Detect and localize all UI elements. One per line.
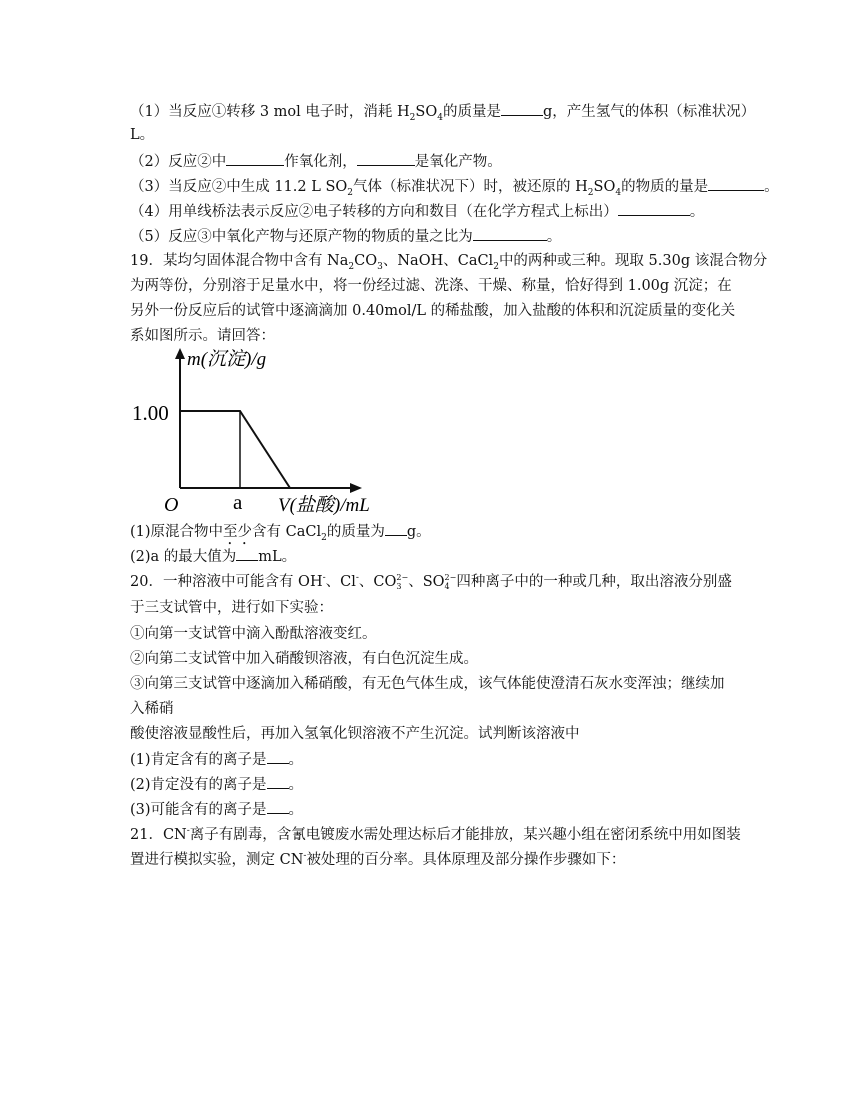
superscript: - — [186, 826, 190, 837]
text: (2)a 的最大值为 — [130, 549, 237, 565]
text: 。 — [288, 802, 304, 818]
text: （4）用单线桥法表示反应②电子转移的方向和数目（在化学方程式上标出） — [130, 204, 618, 220]
answer-blank — [226, 151, 284, 166]
q21-stem-line1 — [130, 825, 750, 845]
text: SO — [415, 104, 438, 120]
text: 中的两种或三种。现取 5.30g 该混合物分 — [498, 253, 768, 269]
text: 20．一种溶液中可能含有 OH — [130, 574, 323, 590]
answer-blank — [267, 799, 289, 814]
text: CO — [354, 253, 378, 269]
text: (1)原混合物中 — [130, 524, 224, 540]
q21-stem-line2 — [130, 850, 750, 870]
text: 、Cl — [325, 574, 356, 590]
text: （2）反应②中 — [130, 154, 227, 170]
text: 被处理的百分率。具体原理及部分操作步骤如下： — [306, 852, 626, 868]
text: 。 — [764, 179, 779, 195]
superscript: 2− — [396, 573, 409, 582]
text: 、NaOH、CaCl — [382, 253, 494, 269]
text: 19．某均匀固体混合物中含有 Na — [130, 253, 349, 269]
answer-blank — [267, 774, 289, 789]
superscript: - — [355, 573, 359, 584]
subscript: 2 — [348, 261, 355, 272]
q19-stem-line2: 为两等份，分别溶于足量水中，将一份经过滤、洗涤、干燥、称量，恰好得到 1.00g 沉淀；在 — [130, 278, 732, 294]
text: L。 — [130, 127, 155, 143]
q18-part1-line1 — [130, 101, 756, 123]
text: 的质量是 — [442, 104, 501, 120]
answer-blank — [236, 546, 258, 561]
precipitate-mass-graph — [128, 345, 398, 515]
q20-sub3 — [130, 799, 750, 820]
text: （3）当反应②中生成 11.2 L SO — [130, 179, 348, 195]
answer-blank — [708, 176, 764, 191]
subscript: 2 — [493, 261, 499, 272]
ion-charge — [445, 573, 457, 591]
text: 。 — [288, 777, 304, 793]
answer-blank — [357, 151, 415, 166]
subscript: 2 — [347, 187, 354, 198]
subscript: 4 — [437, 112, 443, 123]
q20-exp3-line3: 酸使溶液显酸性后，再加入氢氧化钡溶液不产生沉淀。试判断该溶液中 — [130, 726, 580, 742]
superscript: - — [322, 573, 326, 584]
text: 、SO — [408, 574, 445, 590]
text: 离子有剧毒，含氰电镀废水需处理达标后才能排放，某兴趣小组在密闭系统中用如图装 — [189, 827, 741, 843]
subscript: 2 — [321, 532, 327, 543]
text: 。 — [689, 204, 705, 220]
y-axis-label: m(沉淀)/g — [187, 349, 267, 370]
q18-part3 — [130, 176, 779, 198]
text: 的物质的量是 — [621, 179, 709, 195]
x-axis-label: V(盐酸)/mL — [278, 495, 370, 515]
q18-part1-line2 — [130, 125, 750, 145]
answer-blank — [501, 101, 543, 116]
y-axis-arrow — [175, 348, 185, 359]
superscript: - — [303, 851, 307, 862]
answer-blank — [385, 521, 407, 536]
q20-stem-line2: 于三支试管中，进行如下实验： — [130, 600, 333, 616]
q20-sub2 — [130, 774, 750, 795]
q19-stem-line3: 另外一份反应后的试管中逐滴滴加 0.40mol/L 的稀盐酸，加入盐酸的体积和沉淀质量的变化关 — [130, 303, 736, 319]
text: mL。 — [258, 549, 297, 565]
q20-sub1 — [130, 749, 750, 770]
text: （5）反应③中氧化产物与还原产物的物质的量之比为 — [130, 229, 473, 245]
emphasis-text: 至少 — [223, 524, 253, 540]
subscript: 2 — [587, 187, 594, 198]
q20-exp2: ②向第二支试管中加入硝酸钡溶液，有白色沉淀生成。 — [130, 651, 478, 667]
q18-part4 — [130, 201, 750, 222]
text: 气体（标准状况下）时，被还原的 H — [353, 179, 588, 195]
superscript: 2− — [444, 573, 457, 582]
text: 的质量为 — [326, 524, 385, 540]
text: （1）当反应①转移 3 mol 电子时，消耗 H — [130, 104, 410, 120]
origin-label: O — [164, 494, 179, 515]
subscript: 3 — [377, 261, 383, 272]
text: 、CO — [358, 574, 397, 590]
q20-exp3-line2: 入稀硝 — [130, 701, 174, 717]
text: g。 — [406, 524, 431, 540]
answer-blank — [267, 749, 289, 764]
q19-sub2 — [130, 546, 750, 567]
text: 21．CN — [130, 827, 187, 843]
text: g，产生氢气的体积（标准状况） — [542, 104, 756, 120]
x-axis-arrow — [350, 483, 362, 493]
text: 置进行模拟实验，测定 CN — [130, 852, 304, 868]
answer-blank — [618, 201, 690, 216]
text: 。 — [288, 752, 304, 768]
text: (2)肯定没有的离子是 — [130, 777, 267, 793]
text: 四种离子中的一种或几种，取出溶液分别盛 — [456, 574, 732, 590]
subscript: 4 — [444, 582, 450, 591]
q20-stem-line1 — [130, 572, 750, 592]
answer-blank — [473, 226, 547, 241]
text: SO — [593, 179, 616, 195]
text: 。 — [546, 229, 562, 245]
text: 含有 CaCl — [252, 524, 322, 540]
q18-part5 — [130, 226, 750, 247]
q19-stem-line4: 系如图所示。请回答： — [130, 328, 275, 344]
ion-charge — [396, 573, 408, 591]
q20-exp1: ①向第一支试管中滴入酚酞溶液变红。 — [130, 626, 377, 642]
text: 是氧化产物。 — [414, 154, 502, 170]
text: (1)肯定含有的离子是 — [130, 752, 267, 768]
y-tick-label: 1.00 — [132, 401, 169, 425]
text: 作氧化剂， — [284, 154, 357, 170]
subscript: 3 — [396, 582, 402, 591]
x-tick-label: a — [233, 490, 243, 514]
q20-exp3-line1: ③向第三支试管中逐滴加入稀硝酸，有无色气体生成，该气体能使澄清石灰水变浑浊；继续加 — [130, 676, 725, 692]
subscript: 2 — [409, 112, 416, 123]
q19-sub1 — [130, 521, 750, 548]
subscript: 4 — [615, 187, 622, 198]
q19-stem-line1 — [130, 251, 768, 272]
series-line — [180, 411, 290, 488]
q18-part2 — [130, 151, 750, 172]
text: (3)可能含有的离子是 — [130, 802, 267, 818]
